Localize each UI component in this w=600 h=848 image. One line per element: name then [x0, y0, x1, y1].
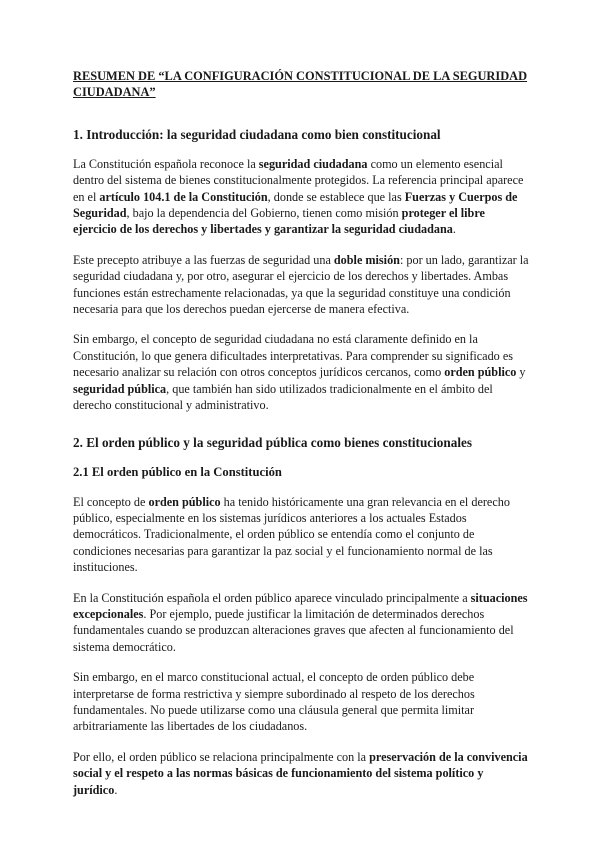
text-run: , que también han sido utilizados tradicionalmente en el ámbito del derecho constitucional y administrativo.	[73, 381, 493, 413]
section-2-heading: 2. El orden público y la seguridad pública como bienes constitucionales	[73, 434, 472, 450]
text-run: Sin embargo, el concepto de seguridad ciudadana no está claramente definido en la Constitución, lo que genera dificultades interpretativas. Para comprender su significado es necesario analizar su relación con otros conceptos jurídicos cercanos, como	[73, 332, 513, 380]
text-run: Sin embargo, en el marco constitucional actual, el concepto de orden público debe interpretarse de forma restrictiva y siempre subordinado al respeto de los derechos fundamentales. No puede utilizarse como una cláusula general que permita limitar arbitrariamente las libertades de los ciudadanos.	[73, 670, 475, 734]
bold-term: orden público	[148, 494, 221, 509]
text-run: Este precepto atribuye a las fuerzas de seguridad una	[73, 252, 334, 267]
text-run: . Por ejemplo, puede justificar la limitación de determinados derechos fundamentales cuando se produzcan alteraciones graves que afecten al funcionamiento del sistema democrático.	[73, 606, 514, 654]
text-run: , bajo la dependencia del Gobierno, tienen como misión	[126, 206, 402, 221]
bold-term: preservación de la convivencia social y el respeto a las normas básicas de funcionamiento del sistema político y jurídico	[73, 749, 528, 797]
text-run: .	[452, 222, 456, 237]
bold-term: situaciones excepcionales	[73, 590, 528, 621]
section-1-paragraph-2	[73, 252, 530, 318]
text-run: y	[516, 365, 526, 380]
section-2-1-paragraph-4	[73, 749, 530, 798]
section-1-heading: 1. Introducción: la seguridad ciudadana como bien constitucional	[73, 126, 441, 142]
text-run: ha tenido históricamente una gran relevancia en el derecho público, especialmente en los sistemas jurídicos anteriores a los actuales Estados democráticos. Tradicionalmente, el orden público se entendía como el conjunto de condiciones necesarias para garantizar la paz social y el funcionamiento normal de las instituciones.	[73, 494, 510, 575]
section-2-1-paragraph-1	[73, 494, 530, 576]
section-1-paragraph-3	[73, 331, 530, 413]
text-run: Por ello, el orden público se relaciona principalmente con la	[73, 749, 370, 764]
text-run: El concepto de	[73, 494, 149, 509]
section-2-1-paragraph-3	[73, 669, 530, 735]
bold-term: Fuerzas y Cuerpos de Seguridad	[73, 189, 518, 221]
bold-term: orden público	[444, 365, 517, 380]
section-2-1-paragraph-2	[73, 590, 530, 656]
subsection-2-1-heading: 2.1 El orden público en la Constitución	[73, 464, 282, 479]
text-run: : por un lado, garantizar la seguridad ciudadana y, por otro, asegurar el ejercicio de los derechos y libertades. Ambas funciones están estrechamente relacionadas, ya que la seguridad constituye una condición necesaria para que los derechos puedan ejercerse de manera efectiva.	[73, 252, 529, 317]
bold-term: artículo 104.1 de la Constitución	[99, 189, 268, 204]
bold-term: seguridad ciudadana	[258, 156, 368, 171]
bold-term: seguridad pública	[73, 381, 167, 396]
text-run: como un elemento esencial dentro del sistema de bienes constitucionalmente protegidos. La referencia principal aparece en el	[73, 156, 524, 204]
text-run: La Constitución española reconoce la	[73, 156, 259, 171]
text-run: , donde se establece que las	[267, 189, 405, 204]
text-run: En la Constitución española el orden público aparece vinculado principalmente a	[73, 590, 471, 605]
bold-term: doble misión	[333, 252, 400, 267]
document-title: RESUMEN DE “LA CONFIGURACIÓN CONSTITUCIONAL DE LA SEGURIDAD CIUDADANA”	[73, 69, 528, 100]
text-run: .	[114, 782, 118, 797]
section-1-paragraph-1	[73, 156, 530, 238]
bold-term: proteger el libre ejercicio de los derechos y libertades y garantizar la seguridad ciudadana	[73, 206, 485, 237]
